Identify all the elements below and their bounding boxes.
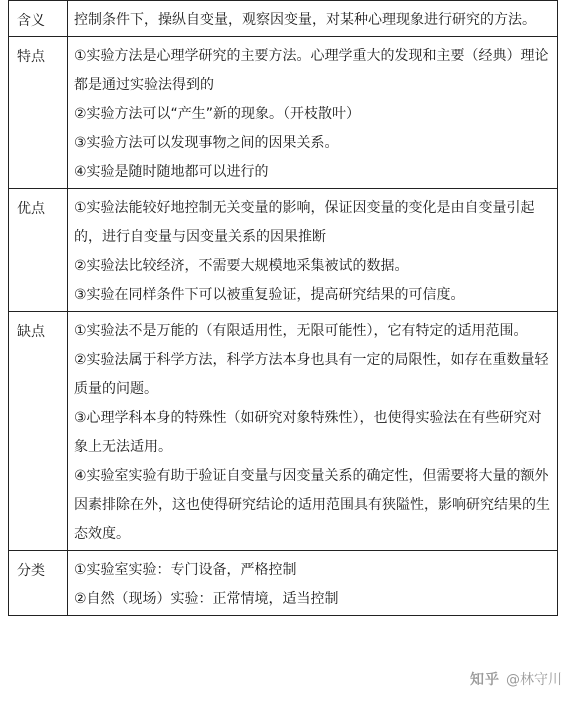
content-line: ④实验是随时随地都可以进行的	[74, 164, 269, 180]
term-cell: 含义	[9, 1, 68, 37]
content-line: ④实验室实验有助于验证自变量与因变量关系的确定性，但需要将大量的额外因素排除在外，这也使得研究结论的适用范围具有狭隘性，影响研究结果的生态效度。	[74, 468, 550, 542]
content-line: 控制条件下，操纵自变量，观察因变量，对某种心理现象进行研究的方法。	[74, 12, 536, 28]
zhihu-watermark	[470, 669, 562, 689]
content-line: ②实验方法可以“产生”新的现象。（开枝散叶）	[74, 106, 361, 122]
content-line: ②自然（现场）实验：正常情境，适当控制	[74, 591, 339, 607]
content-line: ②实验法属于科学方法，科学方法本身也具有一定的局限性，如存在重数量轻质量的问题。	[74, 352, 549, 397]
table-row-disadvantages	[9, 312, 558, 551]
table-row-definition	[9, 1, 558, 37]
content-line: ③实验在同样条件下可以被重复验证，提高研究结果的可信度。	[74, 287, 465, 303]
content-cell	[68, 1, 558, 37]
content-line: ②实验法比较经济，不需要大规模地采集被试的数据。	[74, 258, 409, 274]
document-sheet	[8, 0, 558, 616]
term-cell: 缺点	[9, 312, 68, 551]
term-cell: 分类	[9, 551, 68, 616]
content-cell	[68, 312, 558, 551]
table-row-advantages	[9, 189, 558, 312]
content-cell	[68, 189, 558, 312]
content-cell	[68, 551, 558, 616]
content-line: ①实验室实验：专门设备，严格控制	[74, 562, 297, 578]
content-line: ①实验法能较好地控制无关变量的影响，保证因变量的变化是由自变量引起的，进行自变量与因变量关系的因果推断	[74, 200, 535, 245]
author-handle: @林守川	[506, 672, 562, 688]
table-row-types	[9, 551, 558, 616]
experiment-method-table	[8, 0, 558, 616]
content-line: ③心理学科本身的特殊性（如研究对象特殊性），也使得实验法在有些研究对象上无法适用。	[74, 410, 542, 455]
term-cell: 特点	[9, 37, 68, 189]
content-cell	[68, 37, 558, 189]
term-cell: 优点	[9, 189, 68, 312]
content-line: ③实验方法可以发现事物之间的因果关系。	[74, 135, 339, 151]
content-line: ①实验方法是心理学研究的主要方法。心理学重大的发现和主要（经典）理论都是通过实验法得到的	[74, 48, 549, 93]
table-row-features	[9, 37, 558, 189]
zhihu-logo-text: 知乎	[470, 672, 500, 688]
content-line: ①实验法不是万能的（有限适用性，无限可能性），它有特定的适用范围。	[74, 323, 528, 339]
